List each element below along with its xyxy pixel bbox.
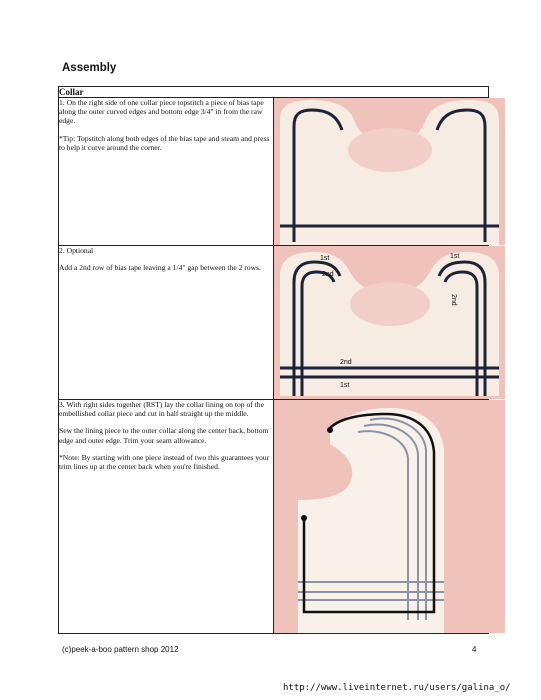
page-heading: Assembly bbox=[62, 62, 117, 74]
step-row bbox=[59, 246, 489, 400]
instructions-table bbox=[58, 86, 489, 634]
photo-label: 2nd bbox=[340, 359, 352, 366]
neck-opening bbox=[348, 128, 432, 172]
section-header-row bbox=[59, 87, 489, 98]
step-photo-cell bbox=[274, 98, 489, 246]
collar-photo-3 bbox=[274, 400, 505, 633]
photo-label: 1st bbox=[320, 255, 330, 262]
neck-opening bbox=[350, 282, 430, 326]
photo-label: 2nd bbox=[450, 294, 457, 306]
step-row bbox=[59, 400, 489, 634]
step-note: *Note: By starting with one piece instead of two this guarantees your trim lines up at the center back when you're finished. bbox=[59, 452, 270, 472]
footer-copyright: (c)peek-a-boo pattern shop 2012 bbox=[62, 645, 179, 654]
collar-photo-2 bbox=[274, 246, 505, 399]
step-photo-cell bbox=[274, 246, 489, 400]
footer-page-number: 4 bbox=[472, 645, 477, 654]
step-paragraph: 3. With right sides together (RST) lay the collar lining on top of the embellished collar piece and cut in half straight up the middle. bbox=[59, 400, 264, 419]
seam-start-dot bbox=[301, 515, 307, 521]
seam-end-dot bbox=[327, 427, 333, 433]
photo-label: 1st bbox=[340, 382, 350, 389]
step-paragraph: 2. Optional bbox=[59, 246, 94, 255]
step-text bbox=[59, 98, 274, 246]
collar-photo-1 bbox=[274, 98, 505, 245]
section-title: Collar bbox=[59, 87, 489, 98]
photo-label: 1st bbox=[450, 253, 460, 260]
step-photo-cell bbox=[274, 400, 489, 634]
step-text bbox=[59, 400, 274, 634]
step-paragraph: 1. On the right side of one collar piece topstitch a piece of bias tape along the outer curved edges and bottom edge 3/4" in from the raw edge. bbox=[59, 98, 264, 126]
step-paragraph: Sew the lining piece to the outer collar along the center back, bottom edge and outer edge. Trim your seam allowance. bbox=[59, 426, 269, 445]
step-paragraph: Add a 2nd row of bias tape leaving a 1/4" gap between the 2 rows. bbox=[59, 263, 261, 273]
photo-label: 2nd bbox=[322, 271, 334, 278]
watermark-url: http://www.liveinternet.ru/users/galina_o/ bbox=[283, 683, 511, 693]
step-text bbox=[59, 246, 274, 400]
step-row bbox=[59, 98, 489, 246]
step-tip: *Tip: Topstitch along both edges of the bias tape and steam and press to help it curve around the corner. bbox=[59, 133, 270, 152]
